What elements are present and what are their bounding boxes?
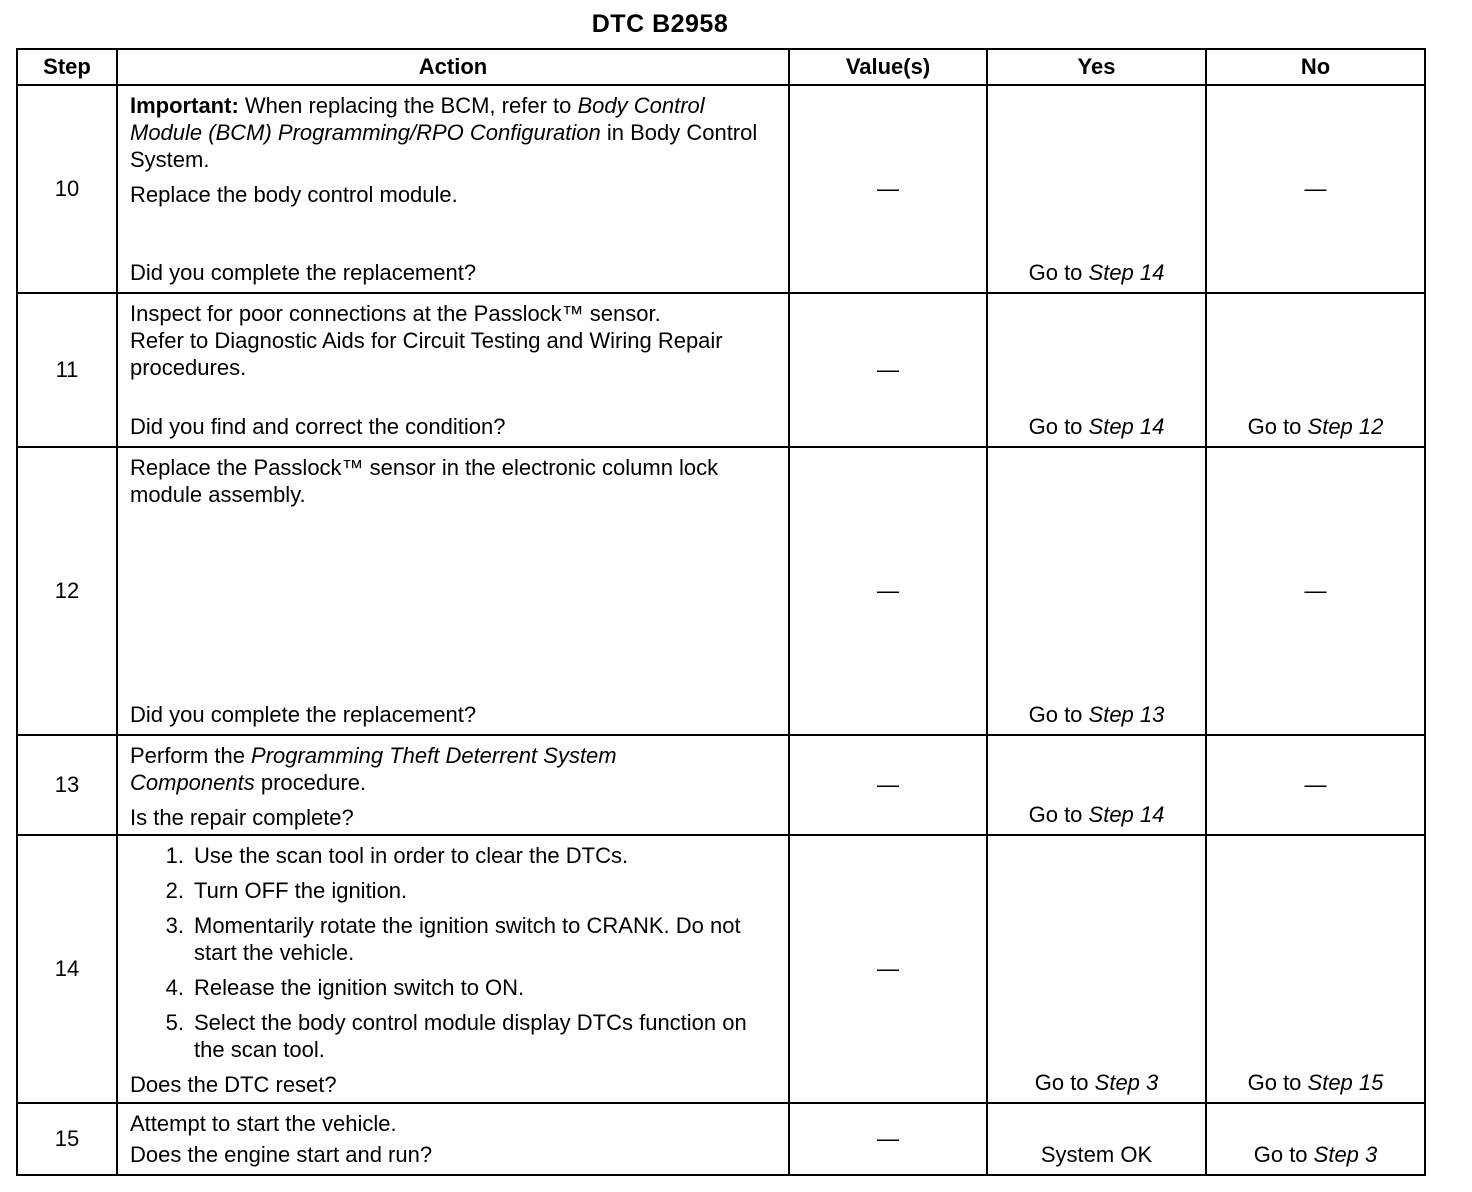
question-text: Does the DTC reset? [130, 1072, 337, 1097]
header-row [17, 49, 1425, 85]
list-item: 5. Select the body control module display DTCs function on the scan tool. [165, 1010, 747, 1062]
yes-cell[interactable]: Go to Step 13 [987, 447, 1206, 735]
value-cell: — [789, 1103, 987, 1175]
action-text: Attempt to start the vehicle. [130, 1111, 397, 1136]
question-text: Is the repair complete? [130, 805, 354, 830]
value-cell: — [789, 85, 987, 293]
no-cell: — [1206, 735, 1425, 835]
action-cell [117, 835, 789, 1103]
list-item: 4. Release the ignition switch to ON. [165, 975, 525, 1000]
step-number: 14 [17, 835, 117, 1103]
action-cell [117, 735, 789, 835]
no-cell[interactable]: Go to Step 12 [1206, 293, 1425, 447]
action-cell [117, 1103, 789, 1175]
step-number: 11 [17, 293, 117, 447]
list-item: 1. Use the scan tool in order to clear the DTCs. [165, 843, 629, 868]
header-yes: Yes [987, 49, 1206, 85]
important-note: Important: When replacing the BCM, refer to Body Control Module (BCM) Programming/RPO Configuration in Body Control System. [130, 93, 758, 172]
action-cell [117, 293, 789, 447]
diagnostic-table [16, 48, 1426, 1176]
header-values: Value(s) [789, 49, 987, 85]
page-title: DTC B2958 [591, 10, 729, 38]
bcm-programming-link[interactable]: Body Control Module (BCM) Programming/RPO Configuration [130, 93, 705, 145]
question-text: Did you complete the replacement? [130, 702, 477, 727]
no-cell: — [1206, 447, 1425, 735]
step-number: 12 [17, 447, 117, 735]
action-cell [117, 85, 789, 293]
procedure-list [130, 842, 778, 1071]
action-text: Replace the body control module. [130, 182, 458, 207]
yes-cell[interactable]: Go to Step 14 [987, 735, 1206, 835]
yes-cell[interactable]: Go to Step 14 [987, 293, 1206, 447]
yes-cell[interactable]: Go to Step 3 [987, 835, 1206, 1103]
list-item: 2. Turn OFF the ignition. [165, 878, 408, 903]
action-text: Perform the Programming Theft Deterrent System Components procedure. [130, 743, 617, 795]
no-cell[interactable]: Go to Step 3 [1206, 1103, 1425, 1175]
question-text: Does the engine start and run? [130, 1142, 433, 1167]
no-cell[interactable]: Go to Step 15 [1206, 835, 1425, 1103]
step-number: 15 [17, 1103, 117, 1175]
table-row [17, 85, 1425, 293]
table-row [17, 293, 1425, 447]
action-text: Inspect for poor connections at the Passlock™ sensor. [130, 301, 661, 326]
step-number: 10 [17, 85, 117, 293]
value-cell: — [789, 447, 987, 735]
action-text: Refer to Diagnostic Aids for Circuit Testing and Wiring Repair procedures. [130, 328, 723, 380]
table-row [17, 735, 1425, 835]
yes-cell: System OK [987, 1103, 1206, 1175]
header-step: Step [17, 49, 117, 85]
yes-cell[interactable]: Go to Step 14 [987, 85, 1206, 293]
action-cell [117, 447, 789, 735]
header-no: No [1206, 49, 1425, 85]
list-item: 3. Momentarily rotate the ignition switch to CRANK. Do not start the vehicle. [165, 913, 741, 965]
value-cell: — [789, 835, 987, 1103]
question-text: Did you complete the replacement? [130, 260, 477, 285]
action-text: Replace the Passlock™ sensor in the electronic column lock module assembly. [130, 455, 719, 507]
question-text: Did you find and correct the condition? [130, 414, 506, 439]
header-action: Action [117, 49, 789, 85]
table-row [17, 1103, 1425, 1175]
step-number: 13 [17, 735, 117, 835]
table-row [17, 447, 1425, 735]
table-row [17, 835, 1425, 1103]
value-cell: — [789, 293, 987, 447]
no-cell: — [1206, 85, 1425, 293]
value-cell: — [789, 735, 987, 835]
programming-procedure-link[interactable]: Programming Theft Deterrent System Components [130, 743, 617, 795]
